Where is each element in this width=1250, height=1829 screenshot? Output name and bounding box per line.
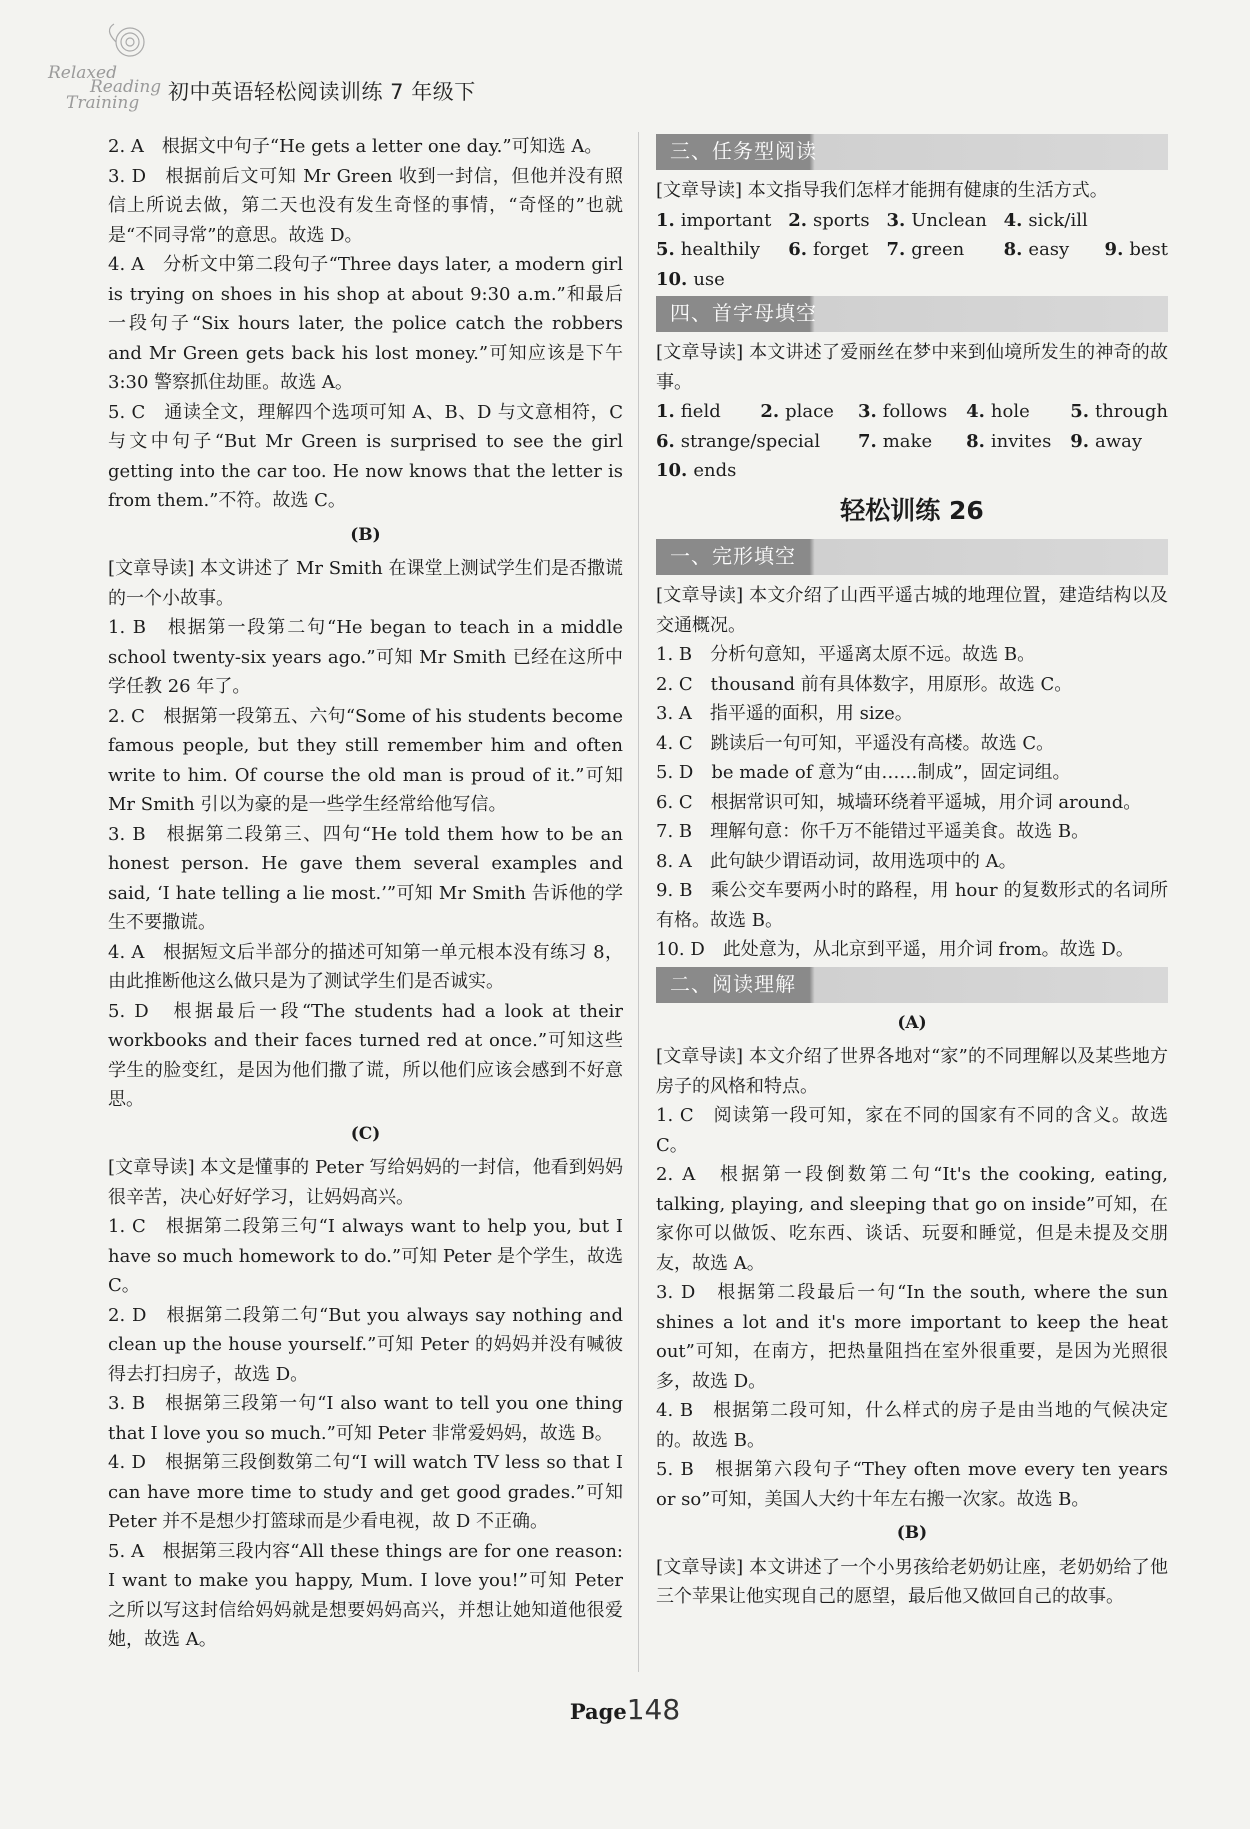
right-column xyxy=(656,132,1168,1612)
answer-item: 3. D 根据第二段最后一句“In the south, where the sun shines a lot and it's more important to keep the heat out”可知，在南方，把热量阻挡在室外很重要，是因为光照很多，故选 D。 xyxy=(656,1282,1168,1392)
answer-item: 2. C 根据第一段第五、六句“Some of his students become famous people, but they still remember him and often write to him. Of course the old man is proud of it.”可知 Mr Smith 引以为豪的是一些学生经常给他写信。 xyxy=(108,705,623,815)
section-heading-cloze xyxy=(656,539,1168,575)
section-b-title: (B) xyxy=(350,524,381,545)
answer-cell: 10. ends xyxy=(656,460,737,481)
answer-cell: 1. important xyxy=(656,209,772,231)
section-c-title: (C) xyxy=(350,1123,381,1144)
answer-item: 10. D 此处意为，从北京到平遥，用介词 from。故选 D。 xyxy=(656,939,1134,960)
answer-cell: 6. forget xyxy=(788,239,869,260)
section-heading-label: 二、阅读理解 xyxy=(670,971,796,996)
logo-text-2: Reading xyxy=(90,77,162,97)
answer-item: 2. C thousand 前有具体数字，用原形。故选 C。 xyxy=(656,673,1073,695)
logo-text-3: Training xyxy=(66,93,140,112)
section-heading-reading xyxy=(656,967,1168,1003)
answer-item: 3. A 指平遥的面积，用 size。 xyxy=(656,703,913,724)
answer-item: 8. A 此句缺少谓语动词，故用选项中的 A。 xyxy=(656,850,1017,872)
answer-cell: 2. sports xyxy=(788,209,870,231)
answer-cell: 8. easy xyxy=(1003,239,1070,260)
answer-item: 1. C 阅读第一段可知，家在不同的国家有不同的含义。故选 C。 xyxy=(656,1105,1168,1156)
answer-cell: 8. invites xyxy=(966,430,1052,452)
section-heading-task-reading xyxy=(656,134,1168,170)
book-title: 初中英语轻松阅读训练 7 年级下 xyxy=(168,80,476,104)
answer-item: 5. D be made of 意为“由……制成”，固定词组。 xyxy=(656,762,1071,783)
answer-item: 1. C 根据第二段第三句“I always want to help you, but I have so much homework to do.”可知 Peter 是个学生，故选 C。 xyxy=(108,1216,623,1296)
answer-item: 5. A 根据第三段内容“All these things are for one reason: I want to make you happy, Mum. I love you!”可知 Peter 之所以写这封信给妈妈就是想要妈妈高兴，并想让她知道他很爱她，故选 A。 xyxy=(108,1540,623,1650)
answer-cell: 3. follows xyxy=(857,401,948,422)
answer-item: 5. C 通读全文，理解四个选项可知 A、B、D 与文意相符，C 与文中句子“But Mr Green is surprised to see the girl getting into the car too. He now knows that the letter is from them.”不符。故选 C。 xyxy=(108,401,623,511)
page-number xyxy=(0,1693,1250,1726)
answer-item: 2. A 根据文中句子“He gets a letter one day.”可知选 A。 xyxy=(108,136,603,157)
answer-item: 5. D 根据最后一段“The students had a look at their workbooks and their faces turned red at once.”可知这些学生的脸变红，是因为他们撒了谎，所以他们应该会感到不好意思。 xyxy=(108,1000,623,1110)
answer-item: 4. A 分析文中第二段句子“Three days later, a modern girl is trying on shoes in his shop at about 9:30 a.m.”和最后一段句子“Six hours later, the police catch the robbers and Mr Green gets back his lost money.”可知应该是下午 3:30 警察抓住劫匪。故选 A。 xyxy=(108,254,623,393)
page-number-value: 148 xyxy=(626,1693,681,1726)
answer-item: 5. B 根据第六段句子“They often move every ten years or so”可知，美国人大约十年左右搬一次家。故选 B。 xyxy=(656,1459,1168,1510)
answer-cell: 4. hole xyxy=(966,401,1030,422)
answer-item: 6. C 根据常识可知，城墙环绕着平遥城，用介词 around。 xyxy=(656,791,1142,813)
answer-item: 9. B 乘公交车要两小时的路程，用 hour 的复数形式的名词所有格。故选 B。 xyxy=(656,880,1168,931)
answer-cell: 5. through xyxy=(1070,401,1168,422)
article-intro: [文章导读] 本文是懂事的 Peter 写给妈妈的一封信，他看到妈妈很辛苦，决心好好学习，让妈妈高兴。 xyxy=(108,1157,623,1208)
answer-item: 2. A 根据第一段倒数第二句“It's the cooking, eating, talking, playing, and sleeping that go on inside”可知，在家你可以做饭、吃东西、谈话、玩耍和睡觉，但是未提及交朋友，故选 A。 xyxy=(656,1164,1168,1274)
answer-cell: 9. away xyxy=(1070,430,1143,452)
answer-cell xyxy=(1105,206,1168,236)
answer-cell: 1. field xyxy=(656,401,721,422)
answer-item: 4. C 跳读后一句可知，平遥没有高楼。故选 C。 xyxy=(656,732,1055,754)
answer-item: 3. D 根据前后文可知 Mr Green 收到一封信，但他并没有照信上所说去做，第二天也没有发生奇怪的事情，“奇怪的”也就是“不同寻常”的意思。故选 D。 xyxy=(108,165,623,246)
answer-item: 7. B 理解句意：你千万不能错过平遥美食。故选 B。 xyxy=(656,821,1090,842)
answer-cell: 4. sick/ill xyxy=(1003,209,1088,231)
answer-item: 4. B 根据第二段可知，什么样式的房子是由当地的气候决定的。故选 B。 xyxy=(656,1400,1168,1451)
answer-cell: 3. Unclean xyxy=(886,209,987,231)
article-intro: [文章导读] 本文指导我们怎样才能拥有健康的生活方式。 xyxy=(656,180,1108,201)
answer-grid-task xyxy=(656,206,1168,295)
article-intro: [文章导读] 本文讲述了 Mr Smith 在课堂上测试学生们是否撒谎的一个小故事。 xyxy=(108,558,623,609)
answer-item: 1. B 根据第一段第二句“He began to teach in a middle school twenty-six years ago.”可知 Mr Smith 已经在这所中学任教 26 年了。 xyxy=(108,617,623,697)
article-intro: [文章导读] 本文讲述了爱丽丝在梦中来到仙境所发生的神奇的故事。 xyxy=(656,342,1168,393)
answer-cell: 7. make xyxy=(857,430,933,452)
section-heading-label: 三、任务型阅读 xyxy=(670,139,817,164)
left-column xyxy=(108,132,623,1655)
answer-grid-initial xyxy=(656,397,1168,486)
article-intro: [文章导读] 本文介绍了世界各地对“家”的不同理解以及某些地方房子的风格和特点。 xyxy=(656,1046,1168,1097)
column-divider xyxy=(638,132,639,1672)
page-label: Page xyxy=(569,1699,627,1724)
answer-item: 2. D 根据第二段第二句“But you always say nothing and clean up the house yourself.”可知 Peter 的妈妈并没有喊彼得去打扫房子，故选 D。 xyxy=(108,1304,623,1385)
lesson-title: 轻松训练 26 xyxy=(840,495,984,525)
logo-swirl-icon xyxy=(109,24,144,56)
answer-cell: 9. best xyxy=(1104,239,1168,260)
answer-item: 4. A 根据短文后半部分的描述可知第一单元根本没有练习 8，由此推断他这么做只是为了测试学生们是否诚实。 xyxy=(108,941,623,992)
answer-item: 1. B 分析句意知，平遥离太原不远。故选 B。 xyxy=(656,644,1036,665)
answer-item: 3. B 根据第二段第三、四句“He told them how to be an honest person. He gave them several examples and said, ‘I hate telling a lie most.’”可知 Mr Smith 告诉他的学生不要撒谎。 xyxy=(108,823,623,933)
article-intro: [文章导读] 本文讲述了一个小男孩给老奶奶让座，老奶奶给了他三个苹果让他实现自己的愿望，最后他又做回自己的故事。 xyxy=(656,1556,1168,1607)
section-heading-label: 四、首字母填空 xyxy=(670,301,817,326)
article-intro: [文章导读] 本文介绍了山西平遥古城的地理位置，建造结构以及交通概况。 xyxy=(656,585,1168,636)
answer-item: 4. D 根据第三段倒数第二句“I will watch TV less so that I can have more time to study and get good grades.”可知 Peter 并不是想少打篮球而是少看电视，故 D 不正确。 xyxy=(108,1452,623,1532)
section-heading-label: 一、完形填空 xyxy=(670,544,796,569)
answer-item: 3. B 根据第三段第一句“I also want to tell you one thing that I love you so much.”可知 Peter 非常爱妈妈，故选 B。 xyxy=(108,1393,623,1444)
logo xyxy=(44,20,164,112)
logo-text-1: Relaxed xyxy=(48,63,117,83)
answer-cell: 10. use xyxy=(656,268,725,290)
answer-cell: 2. place xyxy=(760,401,834,422)
section-a-title: (A) xyxy=(897,1012,927,1033)
section-heading-initial-letter xyxy=(656,296,1168,332)
answer-cell: 6. strange/special xyxy=(656,430,821,452)
answer-cell: 5. healthily xyxy=(656,239,761,260)
answer-cell: 7. green xyxy=(886,239,965,260)
section-b-title: (B) xyxy=(896,1523,928,1543)
